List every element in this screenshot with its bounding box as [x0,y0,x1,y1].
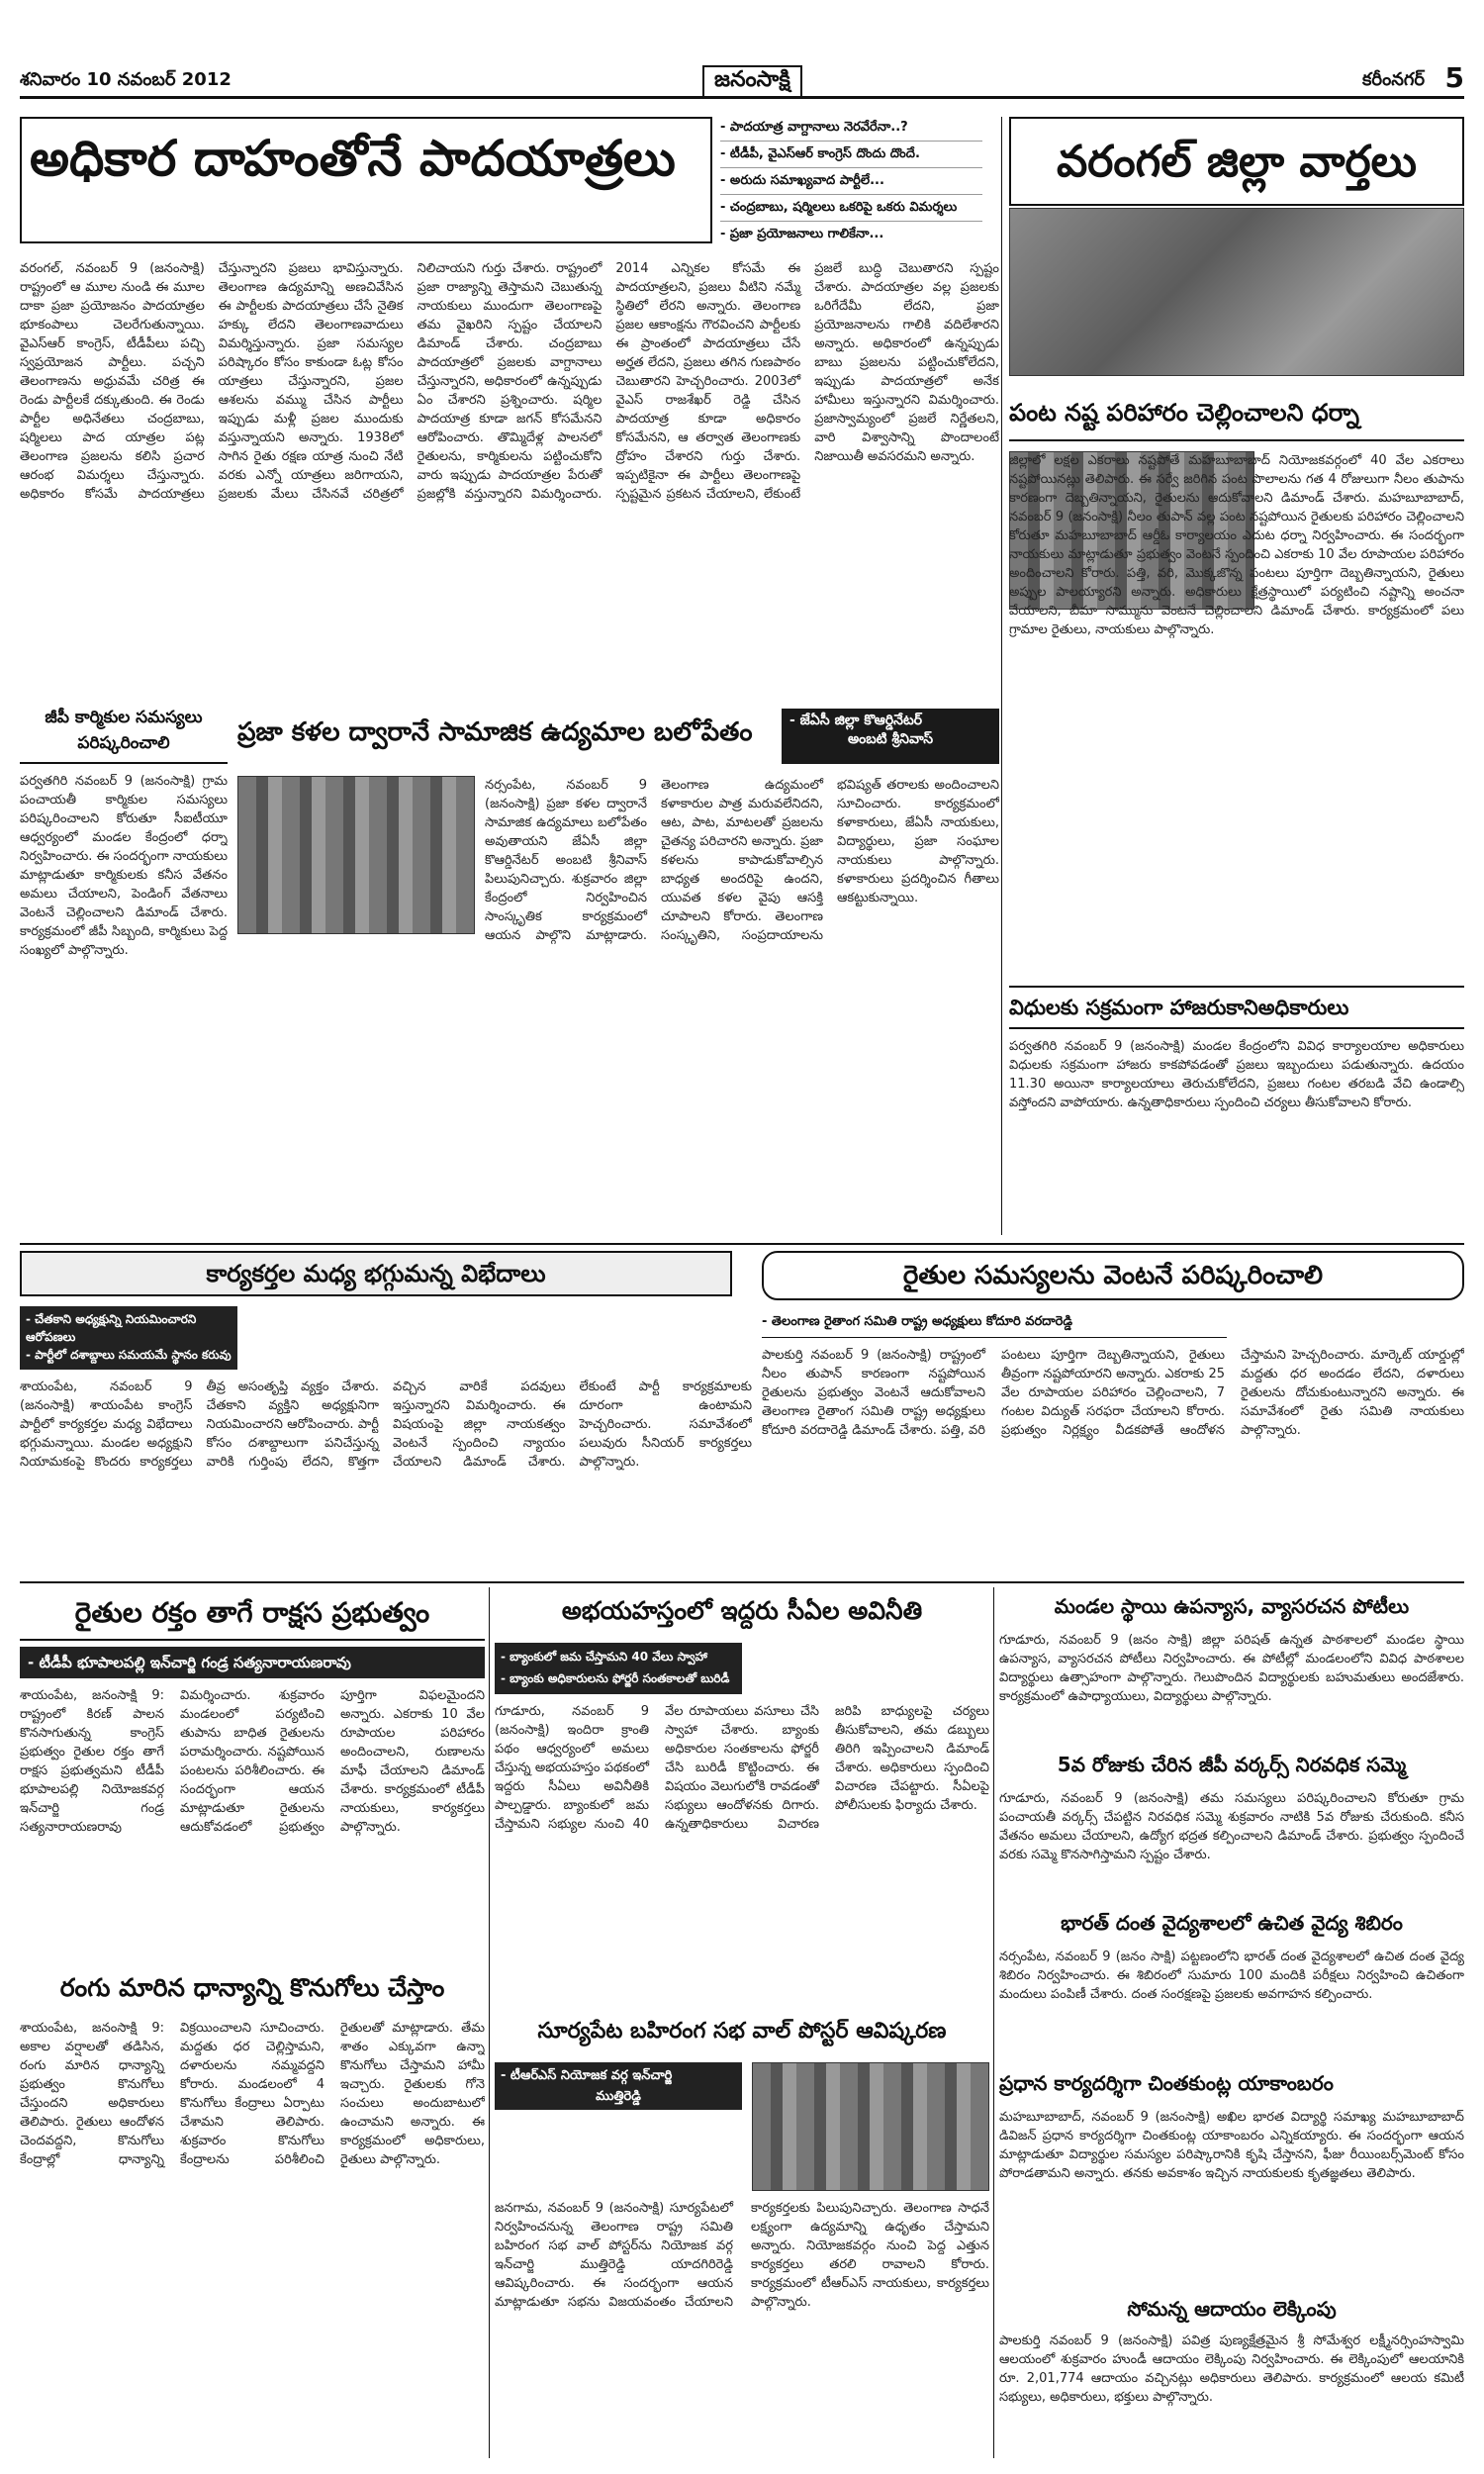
story-14-photo [752,2062,989,2191]
story-1-deck: - టీడీపీ, వైఎస్ఆర్ కాంగ్రెస్ దొందు దొందే. [720,142,982,168]
story-3-headline: జీపీ కార్మికుల సమస్యలు పరిష్కరించాలి [45,708,203,753]
story-8-body: శాయంపేట, జనంసాక్షి 9: రాష్ట్రంలో కిరణ్ పాలన కొనసాగుతున్న కాంగ్రెస్ ప్రభుత్వం రైతుల రక్తం తాగే రాక్షస ప్రభుత్వమని టీడీపీ భూపాలపల్లి నియోజకవర్గ ఇన్‌చార్జి గండ్ర సత్యనారాయణరావు విమర్శించారు. శుక్రవారం మండలంలో పర్యటించి తుపాను బాధిత రైతులను పరామర్శించారు. నష్టపోయిన పంటలను పరిశీలించారు. ఈ సందర్భంగా ఆయన మాట్లాడుతూ రైతులను ఆదుకోవడంలో ప్రభుత్వం పూర్తిగా విఫలమైందని అన్నారు. ఎకరాకు 10 వేల రూపాయల పరిహారం అందించాలని, రుణాలను మాఫీ చేయాలని డిమాండ్ చేశారు. కార్యక్రమంలో టీడీపీ నాయకులు, కార్యకర్తలు పాల్గొన్నారు. [20,1688,485,1835]
story-9-body: గూడూరు, నవంబర్ 9 (జనంసాక్షి) ఇందిరా క్రాంతి పథం ఆధ్వర్యంలో అమలు చేస్తున్న అభయహస్తం పథకంలో ఇద్దరు సీఏలు అవినీతికి పాల్పడ్డారు. బ్యాంకులో జమ చేస్తామని సభ్యుల నుంచి 40 వేల రూపాయలు వసూలు చేసి స్వాహా చేశారు. బ్యాంకు అధికారుల సంతకాలను ఫోర్జరీ చేసి బురిడీ కొట్టించారు. ఈ విషయం వెలుగులోకి రావడంతో సభ్యులు ఆందోళనకు దిగారు. ఉన్నతాధికారులు విచారణ జరిపి బాధ్యులపై చర్యలు తీసుకోవాలని, తమ డబ్బులు తిరిగి ఇప్పించాలని డిమాండ్ చేశారు. అధికారులు స్పందించి విచారణ చేపట్టారు. సీఏలపై పోలీసులకు ఫిర్యాదు చేశారు. [495,1704,989,1832]
story-4-headline: ప్రజా కళల ద్వారానే సామాజిక ఉద్యమాల బలోపేతం [237,717,753,747]
story-9-headline-box [495,1587,989,1637]
story-6-deck: - పార్టీలో దశాబ్దాలు సమయమే స్థానం కరువు [26,1348,232,1362]
story-7-headline-box [762,1251,1464,1300]
story-13-headline: రంగు మారిన ధాన్యాన్ని కొనుగోలు చేస్తాం [59,1973,445,2002]
story-1-deck: - పాదయాత్ర వాగ్దానాలు నెరవేరేనా..? [720,115,982,142]
story-10-headline-box [999,1587,1464,1627]
story-16-headline: సోమన్న ఆదాయం లెక్కింపు [1127,2297,1337,2321]
story-9-deck: - బ్యాంకు అధికారులను ఫోర్జరీ సంతకాలతో బురిడీ [501,1671,730,1685]
story-2-headline-box [1009,386,1464,441]
story-16-body: పాలకుర్తి నవంబర్ 9 (జనంసాక్షి) పవిత్ర పుణ్యక్షేత్రమైన శ్రీ సోమేశ్వర లక్ష్మీనర్సింహస్వామి ఆలయంలో శుక్రవారం హుండీ ఆదాయం లెక్కింపు నిర్వహించారు. ఈ లెక్కింపులో ఆలయానికి రూ. 2,01,774 ఆదాయం వచ్చినట్లు అధికారులు తెలిపారు. కార్యక్రమంలో ఆలయ కమిటీ సభ్యులు, అధికారులు, భక్తులు పాల్గొన్నారు. [999,2333,1464,2405]
divider-rule [1001,117,1002,1235]
story-1-headline: అధికార దాహంతోనే పాదయాత్రలు [30,130,676,187]
story-3-body: పర్వతగిరి నవంబర్ 9 (జనంసాక్షి) గ్రామ పంచాయతీ కార్మికుల సమస్యలు పరిష్కరించాలని కోరుతూ సీఐటీయూ ఆధ్వర్యంలో మండల కేంద్రంలో ధర్నా నిర్వహించారు. ఈ సందర్భంగా నాయకులు మాట్లాడుతూ కార్మికులకు కనీస వేతనం అమలు చేయాలని, పెండింగ్ వేతనాలు వెంటనే చెల్లించాలని డిమాండ్ చేశారు. కార్యక్రమంలో జీపీ సిబ్బంది, కార్మికులు పెద్ద సంఖ్యలో పాల్గొన్నారు. [20,774,228,958]
story-1-deck: - అరుదు సమాఖ్యవాద పార్టీలే... [720,168,982,195]
story-6-deck: - చేతకాని అధ్యక్షున్ని నియమించారని ఆరోపణలు [26,1312,197,1344]
story-14-tag-line-1: - టీఆర్ఎస్ నియోజక వర్గ ఇన్‌చార్జి [501,2068,673,2083]
story-4-body: నర్సంపేట, నవంబర్ 9 (జనంసాక్షి) ప్రజా కళల ద్వారానే సామాజిక ఉద్యమాలు బలోపేతం అవుతాయని జేఏసీ జిల్లా కొఆర్డినేటర్ అంబటి శ్రీనివాస్ పిలుపునిచ్చారు. శుక్రవారం జిల్లా కేంద్రంలో నిర్వహించిన సాంస్కృతిక కార్యక్రమంలో ఆయన పాల్గొని మాట్లాడారు. తెలంగాణ ఉద్యమంలో కళాకారుల పాత్ర మరువలేనిదని, ఆట, పాట, మాటలతో ప్రజలను చైతన్య పరిచారని అన్నారు. ప్రజా కళలను కాపాడుకోవాల్సిన బాధ్యత అందరిపై ఉందని, యువత కళల వైపు ఆసక్తి చూపాలని కోరారు. తెలంగాణ సంస్కృతిని, సంప్రదాయాలను భవిష్యత్ తరాలకు అందించాలని సూచించారు. కార్యక్రమంలో కళాకారులు, జేఏసీ నాయకులు, విద్యార్థులు, ప్రజా సంఘాల నాయకులు పాల్గొన్నారు. కళాకారులు ప్రదర్శించిన గీతాలు ఆకట్టుకున్నాయి. [485,778,999,943]
story-11-headline-box [999,1746,1464,1785]
story-9-deck: - బ్యాంకులో జమ చేస్తామని 40 వేలు స్వాహా [501,1650,707,1664]
story-9-headline: అభయహస్తంలో ఇద్దరు సీఏల అవినీతి [561,1596,923,1625]
story-10-body: గూడూరు, నవంబర్ 9 (జనం సాక్షి) జిల్లా పరిషత్ ఉన్నత పాఠశాలలో మండల స్థాయి ఉపన్యాస, వ్యాసరచన పోటీలు నిర్వహించారు. ఈ పోటీల్లో మండలంలోని వివిధ పాఠశాలల విద్యార్థులు ఉత్సాహంగా పాల్గొన్నారు. గెలుపొందిన విద్యార్థులకు బహుమతులు అందజేశారు. కార్యక్రమంలో ఉపాధ్యాయులు, విద్యార్థులు పాల్గొన్నారు. [999,1633,1464,1704]
story-1-headline-box [20,117,712,243]
story-11-headline: 5వ రోజుకు చేరిన జీపీ వర్కర్స్ నిరవధిక సమ్మె [1057,1753,1407,1776]
story-5-headline-box [1009,986,1464,1029]
story-3-headline-box [20,705,228,764]
story-7-headline: రైతుల సమస్యలను వెంటనే పరిష్కరించాలి [902,1261,1324,1290]
masthead [20,61,1464,99]
story-8-deck: - టీడీపీ భూపాలపల్లి ఇన్‌చార్జి గండ్ర సత్యనారాయణరావు [20,1647,485,1678]
story-5-headline: విధులకు సక్రమంగా హాజరుకానిఅధికారులు [1009,996,1349,1019]
story-16-headline-box [999,2292,1464,2328]
masthead-paper-logo: జనంసాక్షి [702,65,802,99]
story-12-headline: భారత్ దంత వైద్యశాలలో ఉచిత వైద్య శిబిరం [1061,1911,1403,1935]
story-9-decks [495,1643,742,1694]
story-14-headline: సూర్యపేట బహిరంగ సభ వాల్ పోస్టర్ ఆవిష్కరణ [537,2019,947,2044]
story-4-photo [237,776,475,934]
masthead-date: శనివారం 10 నవంబర్ 2012 [20,69,232,90]
story-15-body: మహబూబాబాద్, నవంబర్ 9 (జనంసాక్షి) అఖిల భారత విద్యార్థి సమాఖ్య మహబూబాబాద్ డివిజన్ ప్రధాన కార్యదర్శిగా చింతకుంట్ల యాకాంబరం ఎన్నికయ్యారు. ఈ సందర్భంగా ఆయన మాట్లాడుతూ విద్యార్థుల సమస్యల పరిష్కారానికి కృషి చేస్తానని, ఫీజు రీయింబర్స్‌మెంట్ కోసం పోరాడతామని అన్నారు. తనకు అవకాశం ఇచ్చిన నాయకులకు కృతజ్ఞతలు తెలిపారు. [999,2110,1464,2181]
story-15-headline: ప్రధాన కార్యదర్శిగా చింతకుంట్ల యాకాంబరం [999,2071,1334,2095]
divider-rule [993,1587,994,2458]
story-4-tag-line-1: - జేఏసీ జిల్లా కొఆర్డినేటర్ [789,713,923,728]
story-12-headline-box [999,1904,1464,1944]
story-1-body: వరంగల్, నవంబర్ 9 (జనంసాక్షి) రాష్ట్రంలో ఆ మూల నుండి ఈ మూల దాకా ప్రజా ప్రయోజనం పాదయాత్రల భూకంపాలు చెలరేగుతున్నాయి. వైఎస్ఆర్ కాంగ్రెస్, టీడీపీలు పచ్చి స్వప్రయోజన పార్టీలు. పచ్చని తెలంగాణను అధ్రువమే చరిత్ర ఈ రెండు పార్టీలకే దక్కుతుంది. ఈ రెండు పార్టీల అధినేతలు చంద్రబాబు, షర్మిలలు పాద యాత్రల పట్ల తెలంగాణ ప్రజలను కలిసి ప్రచార ఆరంభ విమర్శలు చేస్తున్నారు. అధికారం కోసమే పాదయాత్రలు చేస్తున్నారని ప్రజలు భావిస్తున్నారు. తెలంగాణ ఉద్యమాన్ని అణచివేసిన ఈ పార్టీలకు పాదయాత్రలు చేసే నైతిక హక్కు లేదని తెలంగాణవాదులు విమర్శిస్తున్నారు. ప్రజా సమస్యల పరిష్కారం కోసం కాకుండా ఓట్ల కోసం యాత్రలు చేస్తున్నారని, ప్రజల ఆశలను వమ్ము చేసిన పార్టీలు ఇప్పుడు మళ్లీ ప్రజల ముందుకు వస్తున్నాయని అన్నారు. 1938లో సాగిన రైతు రక్షణ యాత్ర నుంచి నేటి వరకు ఎన్నో యాత్రలు జరిగాయని, ప్రజలకు మేలు చేసినవే చరిత్రలో నిలిచాయని గుర్తు చేశారు. రాష్ట్రంలో ప్రజా రాజ్యాన్ని తెస్తామని చెబుతున్న నాయకులు ముందుగా తెలంగాణపై తమ వైఖరిని స్పష్టం చేయాలని డిమాండ్ చేశారు. చంద్రబాబు పాదయాత్రలో ప్రజలకు వాగ్దానాలు చేస్తున్నారని, అధికారంలో ఉన్నప్పుడు ఏం చేశారని ప్రశ్నించారు. షర్మిల పాదయాత్ర కూడా జగన్ కోసమేనని ఆరోపించారు. తొమ్మిదేళ్ల పాలనలో రైతులను, కార్మికులను పట్టించుకోని వారు ఇప్పుడు పాదయాత్రల పేరుతో ప్రజల్లోకి వస్తున్నారని విమర్శించారు. 2014 ఎన్నికల కోసమే ఈ పాదయాత్రలని, ప్రజలు వీటిని నమ్మే స్థితిలో లేరని అన్నారు. తెలంగాణ ప్రజల ఆకాంక్షను గౌరవించని పార్టీలకు ఈ ప్రాంతంలో పాదయాత్రలు చేసే అర్హత లేదని, ప్రజలు తగిన గుణపాఠం చెబుతారని హెచ్చరించారు. 2003లో వైఎస్ రాజశేఖర్ రెడ్డి చేసిన పాదయాత్ర కూడా అధికారం కోసమేనని, ఆ తర్వాత తెలంగాణకు ద్రోహం చేశారని గుర్తు చేశారు. ఇప్పటికైనా ఈ పార్టీలు తెలంగాణపై స్పష్టమైన ప్రకటన చేయాలని, లేకుంటే ప్రజలే బుద్ధి చెబుతారని స్పష్టం చేశారు. పాదయాత్రల వల్ల ప్రజలకు ఒరిగేదేమీ లేదని, ప్రజా ప్రయోజనాలను గాలికి వదిలేశారని అన్నారు. అధికారంలో ఉన్నప్పుడు బాబు ప్రజలను పట్టించుకోలేదని, ఇప్పుడు పాదయాత్రలో అనేక హామీలు ఇస్తున్నారని విమర్శించారు. ప్రజాస్వామ్యంలో ప్రజలే నిర్ణేతలని, వారి విశ్వాసాన్ని పొందాలంటే నిజాయితీ అవసరమని అన్నారు. [20,261,999,502]
story-6-decks [20,1306,237,1370]
story-14-body: జనగామ, నవంబర్ 9 (జనంసాక్షి) సూర్యపేటలో నిర్వహించనున్న తెలంగాణ రాష్ట్ర సమితి బహిరంగ సభ వాల్ పోస్టర్‌ను నియోజక వర్గ ఇన్‌చార్జి ముత్తిరెడ్డి యాదగిరిరెడ్డి ఆవిష్కరించారు. ఈ సందర్భంగా ఆయన మాట్లాడుతూ సభను విజయవంతం చేయాలని కార్యకర్తలకు పిలుపునిచ్చారు. తెలంగాణ సాధనే లక్ష్యంగా ఉద్యమాన్ని ఉధృతం చేస్తామని అన్నారు. నియోజకవర్గం నుంచి పెద్ద ఎత్తున కార్యకర్తలు తరలి రావాలని కోరారు. కార్యక్రమంలో టీఆర్ఎస్ నాయకులు, కార్యకర్తలు పాల్గొన్నారు. [495,2201,989,2310]
story-12-body: నర్సంపేట, నవంబర్ 9 (జనం సాక్షి) పట్టణంలోని భారత్ దంత వైద్యశాలలో ఉచిత దంత వైద్య శిబిరం నిర్వహించారు. ఈ శిబిరంలో సుమారు 100 మందికి పరీక్షలు నిర్వహించి ఉచితంగా మందులు పంపిణీ చేశారు. దంత సంరక్షణపై ప్రజలకు అవగాహన కల్పించారు. [999,1950,1464,2002]
story-5-body: పర్వతగిరి నవంబర్ 9 (జనంసాక్షి) మండల కేంద్రంలోని వివిధ కార్యాలయాల అధికారులు విధులకు సక్రమంగా హాజరు కాకపోవడంతో ప్రజలు ఇబ్బందులు పడుతున్నారు. ఉదయం 11.30 అయినా కార్యాలయాలు తెరుచుకోలేదని, ప్రజలు గంటల తరబడి వేచి ఉండాల్సి వస్తోందని వాపోయారు. ఉన్నతాధికారులు స్పందించి చర్యలు తీసుకోవాలని కోరారు. [1009,1039,1464,1110]
warangal-banner [1009,117,1464,206]
warangal-banner-title: వరంగల్ జిల్లా వార్తలు [1056,137,1418,187]
story-4-tag-line-2: అంబటి శ్రీనివాస్ [847,731,934,747]
masthead-place: కరీంనగర్ [1362,69,1425,90]
story-4-headline-box [237,705,772,764]
story-7-body: పాలకుర్తి నవంబర్ 9 (జనంసాక్షి) రాష్ట్రంలో నీలం తుపాన్ కారణంగా నష్టపోయిన రైతులను ప్రభుత్వం వెంటనే ఆదుకోవాలని తెలంగాణ రైతాంగ సమితి రాష్ట్ర అధ్యక్షులు కోదూరి వరదారెడ్డి డిమాండ్ చేశారు. పత్తి, వరి పంటలు పూర్తిగా దెబ్బతిన్నాయని, రైతులు తీవ్రంగా నష్టపోయారని అన్నారు. ఎకరాకు 25 వేల రూపాయల పరిహారం చెల్లించాలని, 7 గంటల విద్యుత్ సరఫరా చేయాలని కోరారు. ప్రభుత్వం నిర్లక్ష్యం వీడకపోతే ఆందోళన చేస్తామని హెచ్చరించారు. మార్కెట్ యార్డుల్లో మద్దతు ధర అందడం లేదని, దళారులు రైతులను దోచుకుంటున్నారని అన్నారు. ఈ సమావేశంలో రైతు సమితి నాయకులు పాల్గొన్నారు. [762,1348,1464,1438]
story-13-headline-box [20,1965,485,2013]
story-15-headline-box [999,2064,1464,2104]
story-6-headline-box [20,1251,732,1296]
story-1-deck: - చంద్రబాబు, షర్మిలలు ఒకరిపై ఒకరు విమర్శలు [720,195,982,222]
temple-photo [1009,208,1464,376]
story-7-deck: - తెలంగాణ రైతాంగ సమితి రాష్ట్ర అధ్యక్షులు కోదూరి వరదారెడ్డి [762,1308,1227,1338]
story-4-tag [782,709,999,764]
masthead-page-number: 5 [1444,61,1464,94]
divider-rule [489,1587,490,2458]
story-11-body: గూడూరు, నవంబర్ 9 (జనంసాక్షి) తమ సమస్యలు పరిష్కరించాలని కోరుతూ గ్రామ పంచాయతీ వర్కర్స్ చేపట్టిన నిరవధిక సమ్మె శుక్రవారం నాటికి 5వ రోజుకు చేరుకుంది. కనీస వేతనం అమలు చేయాలని, ఉద్యోగ భద్రత కల్పించాలని డిమాండ్ చేశారు. ప్రభుత్వం స్పందించే వరకు సమ్మె కొనసాగిస్తామని స్పష్టం చేశారు. [999,1791,1464,1862]
story-10-headline: మండల స్థాయి ఉపన్యాస, వ్యాసరచన పోటీలు [1054,1594,1410,1618]
story-8-headline: రైతుల రక్తం తాగే రాక్షస ప్రభుత్వం [74,1596,430,1629]
divider-rule [20,1581,1464,1583]
story-14-headline-box [495,2009,989,2056]
story-1-decks [720,115,982,247]
story-6-headline: కార్యకర్తల మధ్య భగ్గుమన్న విభేదాలు [206,1260,546,1287]
story-14-tag-line-2: ముత్తిరెడ్డి [596,2089,641,2104]
divider-rule [20,1243,1464,1245]
story-2-body: జిల్లాలో లక్షల ఎకరాలు నష్టపోతే మహబూబాబాద్ నియోజకవర్గంలో 40 వేల ఎకరాలు నష్టపోయినట్లు తెలిపారు. ఈ సర్వే జరిగిన పంట పొలాలను గత 4 రోజులుగా నీలం తుపాను కారణంగా దెబ్బతిన్నాయని, రైతులను ఆదుకోవాలని డిమాండ్ చేశారు. మహబూబాబాద్, నవంబర్ 9 (జనంసాక్షి) నీలం తుపాన్ వల్ల పంట నష్టపోయిన రైతులకు పరిహారం చెల్లించాలని కోరుతూ మహబూబాబాద్ ఆర్డీఓ కార్యాలయం ఎదుట ధర్నా నిర్వహించారు. ఈ సందర్భంగా నాయకులు మాట్లాడుతూ ప్రభుత్వం వెంటనే స్పందించి ఎకరాకు 10 వేల రూపాయల పరిహారం అందించాలని కోరారు. పత్తి, వరి, మొక్కజొన్న పంటలు పూర్తిగా దెబ్బతిన్నాయని, రైతులు అప్పుల పాలయ్యారని అన్నారు. అధికారులు క్షేత్రస్థాయిలో పర్యటించి నష్టాన్ని అంచనా వేయాలని, బీమా సొమ్మును వెంటనే చెల్లించాలని డిమాండ్ చేశారు. కార్యక్రమంలో పలు గ్రామాల రైతులు, నాయకులు పాల్గొన్నారు. [1009,453,1464,637]
story-13-body: శాయంపేట, జనంసాక్షి 9: అకాల వర్షాలతో తడిసిన, రంగు మారిన ధాన్యాన్ని ప్రభుత్వం కొనుగోలు చేస్తుందని అధికారులు తెలిపారు. రైతులు ఆందోళన చెందవద్దని, కొనుగోలు కేంద్రాల్లో ధాన్యాన్ని విక్రయించాలని సూచించారు. మద్దతు ధర చెల్లిస్తామని, దళారులను నమ్మవద్దని కోరారు. మండలంలో 4 కొనుగోలు కేంద్రాలు ఏర్పాటు చేశామని తెలిపారు. శుక్రవారం కొనుగోలు కేంద్రాలను పరిశీలించి రైతులతో మాట్లాడారు. తేమ శాతం ఎక్కువగా ఉన్నా కొనుగోలు చేస్తామని హామీ ఇచ్చారు. రైతులకు గోనె సంచులు అందుబాటులో ఉంచామని అన్నారు. ఈ కార్యక్రమంలో అధికారులు, రైతులు పాల్గొన్నారు. [20,2021,485,2167]
story-14-tag [495,2062,742,2110]
story-1-deck: - ప్రజా ప్రయోజనాలు గాలికేనా... [720,227,884,241]
story-6-body: శాయంపేట, నవంబర్ 9 (జనంసాక్షి) శాయంపేట కాంగ్రెస్ పార్టీలో కార్యకర్తల మధ్య విభేదాలు భగ్గుమన్నాయి. మండల అధ్యక్షుని నియామకంపై కొందరు కార్యకర్తలు తీవ్ర అసంతృప్తి వ్యక్తం చేశారు. చేతకాని వ్యక్తిని అధ్యక్షునిగా నియమించారని ఆరోపించారు. పార్టీ కోసం దశాబ్దాలుగా పనిచేస్తున్న వారికి గుర్తింపు లేదని, కొత్తగా వచ్చిన వారికే పదవులు ఇస్తున్నారని విమర్శించారు. ఈ విషయంపై జిల్లా నాయకత్వం వెంటనే స్పందించి న్యాయం చేయాలని డిమాండ్ చేశారు. లేకుంటే పార్టీ కార్యక్రమాలకు దూరంగా ఉంటామని హెచ్చరించారు. సమావేశంలో పలువురు సీనియర్ కార్యకర్తలు పాల్గొన్నారు. [20,1380,752,1470]
story-8-headline-box [20,1587,485,1641]
story-2-headline: పంట నష్ట పరిహారం చెల్లించాలని ధర్నా [1009,399,1359,427]
